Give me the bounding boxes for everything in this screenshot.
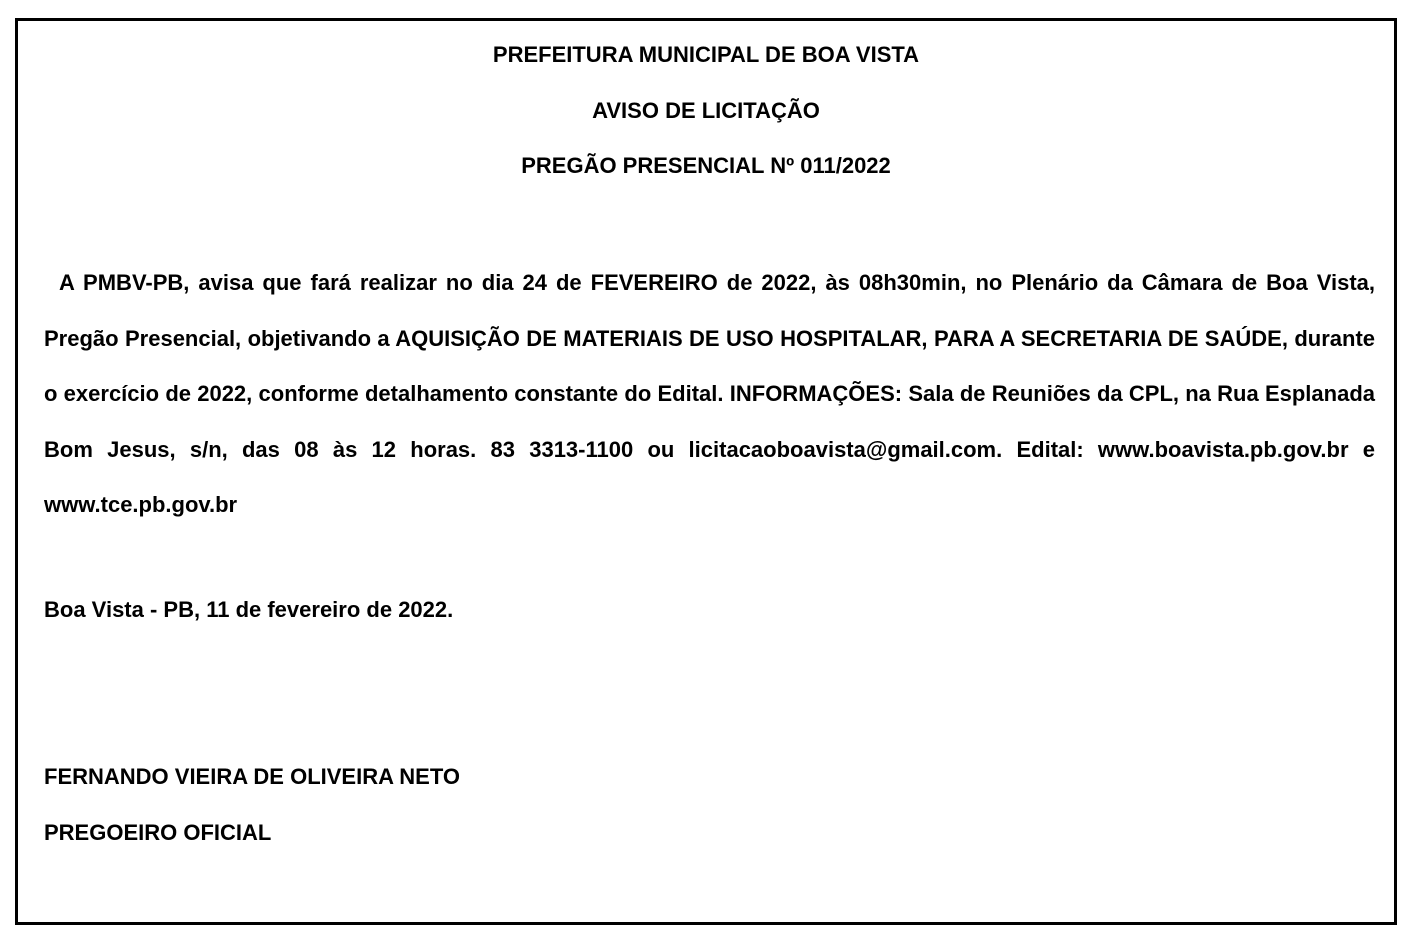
date-line: Boa Vista - PB, 11 de fevereiro de 2022. [44, 597, 454, 622]
notice-frame [15, 18, 1397, 925]
notice-body-paragraph: A PMBV-PB, avisa que fará realizar no dia 24 de FEVEREIRO de 2022, às 08h30min, no Plenário da Câmara de Boa Vista, Pregão Presencial, objetivando a AQUISIÇÃO DE MATERIAIS DE USO HOSPITALAR, PARA A SECRETARIA DE SAÚDE, durante o exercício de 2022, conforme detalhamento constante do Edital. INFORMAÇÕES: Sala de Reuniões da CPL, na Rua Esplanada Bom Jesus, s/n, das 08 às 12 horas. 83 3313-1100 ou licitacaoboavista@gmail.com. Edital: www.boavista.pb.gov.br e www.tce.pb.gov.br [44, 270, 1375, 517]
notice-type-heading: AVISO DE LICITAÇÃO [592, 98, 820, 123]
signer-title: PREGOEIRO OFICIAL [44, 820, 272, 845]
institution-heading: PREFEITURA MUNICIPAL DE BOA VISTA [492, 42, 920, 67]
signer-name: FERNANDO VIEIRA DE OLIVEIRA NETO [44, 764, 461, 789]
procedure-heading: PREGÃO PRESENCIAL Nº 011/2022 [521, 153, 891, 178]
